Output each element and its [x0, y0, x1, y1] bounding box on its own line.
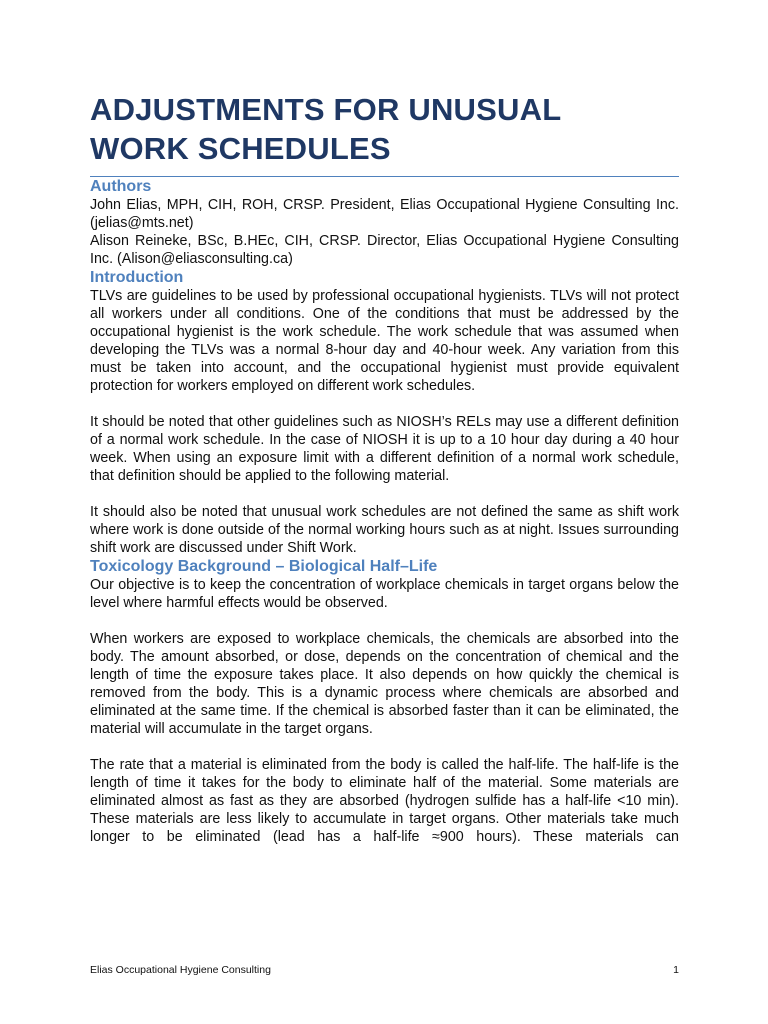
- toxicology-paragraph: Our objective is to keep the concentration of workplace chemicals in target organs below the level where harmful effects would be observed.: [90, 577, 679, 611]
- page-number: 1: [673, 964, 679, 976]
- title-line-1: ADJUSTMENTS FOR UNUSUAL: [90, 92, 562, 127]
- toxicology-paragraph: The rate that a material is eliminated from the body is called the half-life. The half-life is the length of time it takes for the body to eliminate half of the material. Some materials are eliminated almost as fast as they are absorbed (hydrogen sulfide has a half-life <10 min). These materials are less likely to accumulate in target organs. Other materials take much longer to be eliminated (lead has a half-life ≈900 hours). These materials can: [90, 757, 679, 845]
- intro-paragraph: It should be noted that other guidelines such as NIOSH’s RELs may use a different definition of a normal work schedule. In the case of NIOSH it is up to a 10 hour day during a 40 hour week. When using an exposure limit with a different definition of a normal work schedule, that definition should be applied to the following material.: [90, 414, 679, 484]
- toxicology-heading: Toxicology Background – Biological Half–Life: [90, 558, 438, 575]
- title-line-2: WORK SCHEDULES: [90, 131, 391, 166]
- author-entry: John Elias, MPH, CIH, ROH, CRSP. President, Elias Occupational Hygiene Consulting Inc. (jelias@mts.net): [90, 197, 679, 231]
- authors-heading: Authors: [90, 178, 152, 195]
- toxicology-paragraph: When workers are exposed to workplace chemicals, the chemicals are absorbed into the body. The amount absorbed, or dose, depends on the concentration of chemical and the length of time the exposure takes place. It also depends on how quickly the chemical is removed from the body. This is a dynamic process where chemicals are absorbed and eliminated at the same time. If the chemical is absorbed faster than it can be eliminated, the material will accumulate in the target organs.: [90, 631, 679, 737]
- intro-paragraph: TLVs are guidelines to be used by professional occupational hygienists. TLVs will not protect all workers under all conditions. One of the conditions that must be addressed by the occupational hygienist is the work schedule. The work schedule that was assumed when developing the TLVs was a normal 8-hour day and 40-hour week. Any variation from this must be taken into account, and the occupational hygienist must provide equivalent protection for workers employed on different work schedules.: [90, 288, 679, 394]
- document-title: [90, 90, 679, 177]
- author-entry: Alison Reineke, BSc, B.HEc, CIH, CRSP. Director, Elias Occupational Hygiene Consulting Inc. (Alison@eliasconsulting.ca): [90, 233, 679, 267]
- introduction-heading: Introduction: [90, 269, 184, 286]
- intro-paragraph: It should also be noted that unusual work schedules are not defined the same as shift work where work is done outside of the normal working hours such as at night. Issues surrounding shift work are discussed under Shift Work.: [90, 504, 679, 556]
- footer-organization: Elias Occupational Hygiene Consulting: [90, 964, 271, 976]
- document-page: [90, 90, 679, 846]
